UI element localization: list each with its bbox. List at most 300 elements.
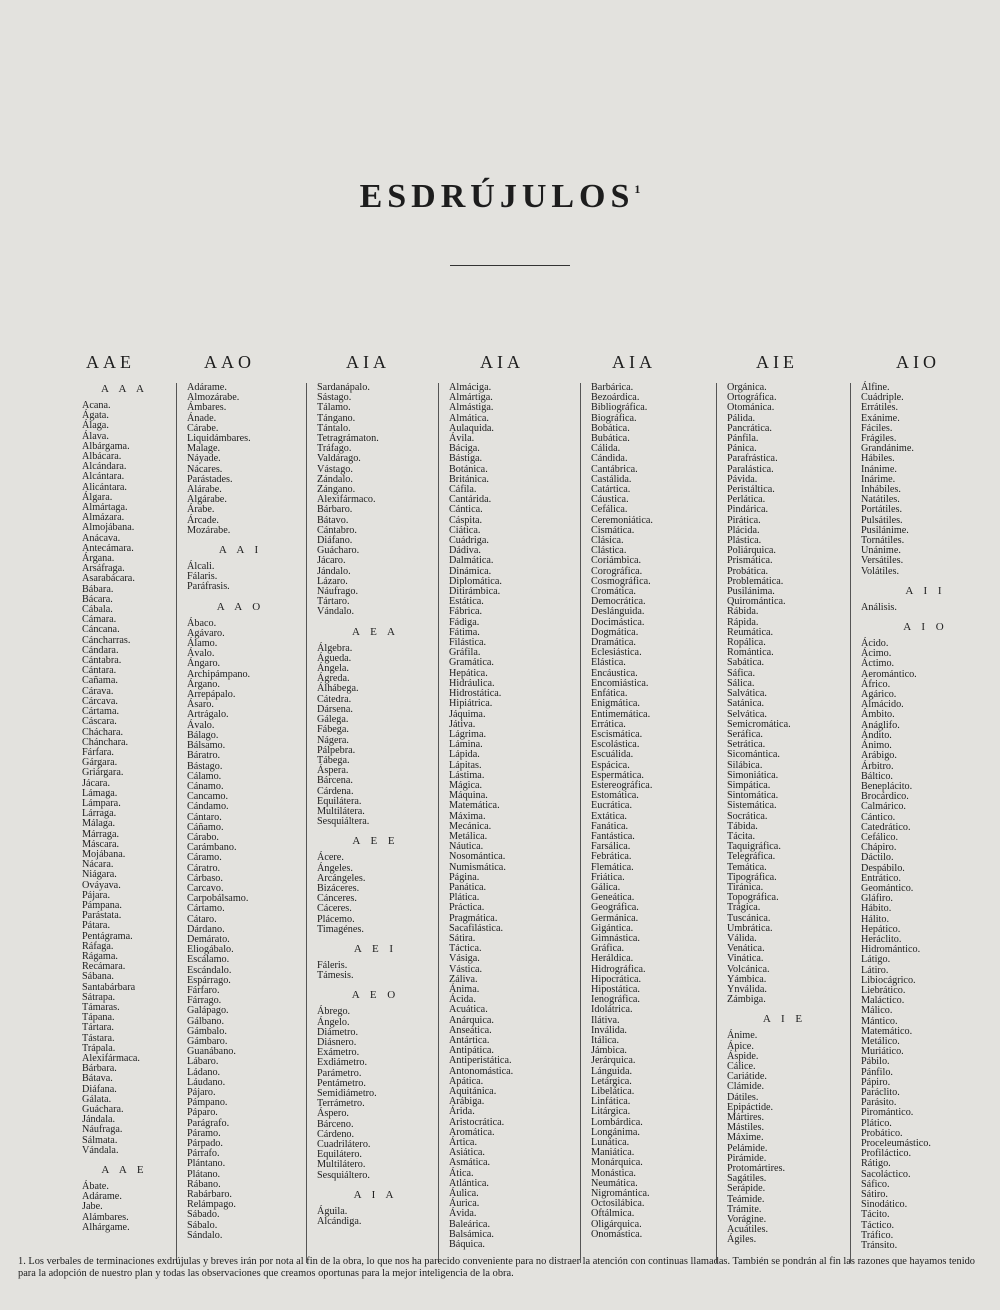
word-entry: Pulsátiles. [861, 514, 903, 526]
word-entry: Lágrima. [449, 728, 487, 740]
word-entry: Márraga. [82, 828, 120, 840]
word-entry: Diáfano. [317, 535, 353, 547]
word-entry: Timagénes. [317, 923, 364, 935]
word-entry: Asmática. [449, 1157, 491, 1169]
word-entry: Plácemo. [317, 913, 355, 925]
word-entry: Cismática. [591, 524, 635, 536]
word-entry: Letárgica. [591, 1075, 632, 1087]
word-entry: Cáramo. [187, 852, 222, 864]
word-entry: Topográfica. [727, 892, 779, 904]
word-entry: Jándalo. [317, 565, 351, 577]
word-entry: Pentámetro. [317, 1077, 366, 1089]
word-entry: Vástica. [449, 963, 483, 975]
word-entry: Ováyava. [82, 879, 121, 891]
word-entry: Fárfaro. [187, 984, 220, 996]
word-entry: Áspero. [317, 1108, 349, 1120]
word-entry: Záliva. [449, 973, 478, 985]
word-entry: Ávalo. [187, 648, 215, 660]
word-entry: Yámbica. [727, 973, 767, 985]
word-entry: Diplomática. [449, 575, 502, 587]
word-entry: Brocárdico. [861, 791, 909, 803]
word-entry: Geográfica. [591, 902, 639, 914]
word-entry: Parástata. [82, 910, 122, 922]
word-entry: Cefálico. [861, 831, 899, 843]
word-entry: Parásito. [861, 1097, 897, 1109]
word-entry: Grandánime. [861, 443, 914, 455]
word-entry: Tártara. [82, 1022, 114, 1034]
word-entry: Cátaro. [187, 913, 217, 925]
word-entry: Hálito. [861, 913, 890, 925]
word-entry: Poliárquica. [727, 545, 776, 557]
word-entry: Sintomática. [727, 790, 779, 802]
column-2 [176, 352, 294, 1263]
word-entry: Lázaro. [317, 575, 348, 587]
column-1 [72, 352, 167, 1263]
word-entry: Álcali. [187, 561, 215, 573]
word-entry: Fantástica. [591, 830, 635, 842]
word-entry: Aeromántico. [861, 668, 917, 680]
word-entry: Báquica. [449, 1239, 485, 1251]
word-entry: Cántica. [449, 504, 483, 516]
word-entry: Portátiles. [861, 504, 903, 516]
word-entry: Tábida. [727, 820, 758, 832]
word-entry: Tráfico. [861, 1229, 894, 1241]
word-entry: Clámide. [727, 1081, 765, 1093]
word-entry: Arrepápalo. [187, 689, 236, 701]
word-entry: Agávaro. [187, 627, 225, 639]
word-entry: Sándalo. [187, 1229, 223, 1241]
word-entry: Multilátero. [317, 1159, 366, 1171]
word-entry: Cantárida. [449, 494, 492, 506]
word-entry: Pentágrama. [82, 930, 133, 942]
word-entry: Venática. [727, 943, 765, 955]
word-entry: Pirática. [727, 514, 761, 526]
word-entry: Lánguida. [591, 1065, 633, 1077]
word-entry: Pánfila. [727, 433, 759, 445]
word-entry: Águeda. [317, 652, 352, 664]
word-entry: Bezoárdica. [591, 392, 640, 404]
word-entry: Rábano. [187, 1178, 221, 1190]
word-entry: Temática. [727, 861, 767, 873]
section-subheading: A E O [351, 989, 400, 1002]
section-subheading: A A O [216, 600, 265, 613]
word-entry: Hipiátrica. [449, 698, 493, 710]
word-entry: Pámpana. [82, 899, 122, 911]
word-entry: Matemática. [449, 800, 500, 812]
word-entry: Cáustica. [591, 494, 629, 506]
word-entry: Bátava. [82, 1073, 113, 1085]
word-entry: Álgebra. [317, 642, 353, 654]
word-entry: Trápala. [82, 1042, 116, 1054]
word-entry: Lámaga. [82, 787, 118, 799]
word-entry: Dinámica. [449, 565, 492, 577]
word-entry: Jerárquica. [591, 1055, 636, 1067]
word-entry: Játiva. [449, 718, 476, 730]
section-subheading: A E E [352, 835, 399, 848]
word-entry: Litárgica. [591, 1106, 631, 1118]
word-entry: Cosmográfica. [591, 575, 651, 587]
word-entry: Itálica. [591, 1035, 619, 1046]
word-entry: Relámpago. [187, 1199, 236, 1211]
word-entry: Rágama. [82, 950, 118, 962]
word-entry: Monárquica. [591, 1157, 643, 1169]
word-entry: Despábilo. [861, 862, 905, 874]
word-entry: Ática. [449, 1167, 474, 1179]
word-entry: Ábaco. [187, 617, 217, 629]
word-entry: Panática. [449, 881, 487, 893]
word-entry: Arcángeles. [317, 872, 366, 884]
word-entry: Matemático. [861, 1025, 913, 1037]
word-entry: Málaga. [82, 818, 116, 830]
word-entry: Alexifármaca. [82, 1053, 140, 1064]
word-entry: Coriámbica. [591, 555, 642, 567]
word-entry: Errática. [591, 718, 626, 730]
word-entry: Albácara. [82, 451, 122, 463]
word-entry: Mártires. [727, 1112, 765, 1124]
word-entry: Almástiga. [449, 402, 494, 414]
word-entry: Paralástica. [727, 463, 774, 475]
word-entry: Pájaro. [187, 1087, 216, 1098]
word-entry: Báciga. [449, 443, 480, 455]
word-entry: Jácara. [82, 777, 110, 789]
word-entry: Cánamo. [187, 780, 224, 792]
word-entry: Páparo. [187, 1107, 218, 1119]
word-entry: Calmárico. [861, 801, 906, 813]
word-entry: Áspide. [727, 1050, 759, 1062]
word-entry: Pusilánime. [861, 524, 909, 536]
word-entry: Árabe. [187, 504, 215, 516]
word-entry: Tráfago. [317, 443, 352, 455]
word-entry: Plático. [861, 1117, 892, 1129]
word-entry: Atlántica. [449, 1177, 489, 1189]
word-entry: Almázara. [82, 512, 125, 524]
word-entry: Mágica. [449, 779, 483, 791]
word-entry: Longánima. [591, 1126, 640, 1138]
word-entry: Tipográfica. [727, 871, 777, 883]
word-entry: Sátira. [449, 932, 476, 944]
word-entry: Entimemática. [591, 708, 651, 720]
word-entry: Cálamo. [187, 770, 222, 782]
word-entry: Libelática. [591, 1086, 635, 1098]
word-entry: Simoniática. [727, 769, 779, 781]
word-entry: Cántaro. [187, 811, 222, 823]
word-entry: Tácito. [861, 1209, 890, 1221]
word-entry: Protomártires. [727, 1163, 786, 1175]
word-entry: Corográfica. [591, 565, 643, 577]
word-entry: Bálsamo. [187, 740, 226, 752]
word-entry: Probática. [727, 565, 769, 577]
word-entry: Plática. [449, 892, 480, 904]
word-entry: Escuálida. [591, 749, 634, 761]
word-entry: Escolástica. [591, 739, 640, 751]
word-entry: Ártica. [449, 1137, 478, 1149]
word-entry: Hidrográfica. [591, 963, 646, 975]
column-heading: AAO [204, 352, 255, 372]
word-entry: Dáctilo. [861, 852, 894, 864]
word-entry: Oftálmica. [591, 1208, 635, 1220]
word-entry: Germánica. [591, 912, 639, 924]
word-entry: Sáfica. [727, 667, 756, 679]
word-entry: Socrática. [727, 810, 768, 822]
word-entry: Jándala. [82, 1114, 116, 1126]
word-entry: Catedrático. [861, 821, 911, 833]
word-entry: Cántabro. [317, 524, 357, 536]
word-entry: Lombárdica. [591, 1116, 643, 1128]
word-entry: Lámpara. [82, 797, 121, 809]
column-body [438, 383, 570, 1263]
column-body [306, 383, 434, 1263]
word-entry: Válida. [727, 932, 757, 944]
word-entry: Arábigo. [861, 750, 897, 762]
word-entry: Cábala. [82, 604, 113, 616]
word-entry: Ilátiva. [591, 1014, 620, 1026]
word-entry: Nácara. [82, 859, 114, 871]
word-entry: Neumática. [591, 1177, 638, 1189]
word-entry: Jácaro. [317, 555, 346, 567]
word-entry: Pámpano. [187, 1097, 228, 1109]
word-entry: Ráfaga. [82, 940, 114, 952]
word-entry: Linfática. [591, 1096, 631, 1108]
word-entry: Cantábrica. [591, 463, 638, 475]
word-entry: Maláctico. [861, 995, 905, 1007]
word-entry: Fádiga. [449, 616, 480, 628]
word-entry: Plácida. [727, 524, 760, 536]
word-entry: Tástara. [82, 1032, 115, 1044]
word-entry: Aulaquida. [449, 422, 494, 434]
word-entry: Cáncana. [82, 624, 120, 636]
word-entry: Tuscánica. [727, 912, 771, 924]
word-entry: Orgánica. [727, 382, 767, 393]
word-entry: Semidiámetro. [317, 1087, 377, 1099]
word-entry: Almáciga. [449, 382, 492, 393]
word-entry: Antiperistática. [449, 1055, 512, 1067]
footnote: 1. Los verbales de terminaciones exdrújulas y breves irán por nota al fin de la obra, lo que nos ha parecido conveniente para no distraer la atención con continuas llamadas. También se pondrán al fin las razones que hayamos tenido para la adopción de nuestro plan y todas las observaciones que creamos oportunas para la mejor inteligencia de la obra. [18, 1256, 975, 1279]
word-entry: Baleárica. [449, 1218, 491, 1230]
word-entry: Pragmática. [449, 912, 498, 924]
word-entry: Vástago. [317, 463, 353, 475]
word-entry: Equilátera. [317, 795, 362, 807]
word-entry: Dádiva. [449, 545, 481, 557]
word-entry: Geomántico. [861, 882, 914, 894]
word-entry: Árgano. [187, 678, 220, 690]
word-entry: Fárrago. [187, 995, 222, 1007]
word-entry: Sesquiáltero. [317, 1169, 370, 1181]
word-entry: Mántico. [861, 1015, 898, 1027]
word-entry: Sálmata. [82, 1134, 118, 1146]
word-entry: Fálaris. [187, 571, 218, 583]
word-entry: Estática. [449, 596, 484, 608]
word-entry: Dátiles. [727, 1091, 759, 1103]
word-entry: Mojábana. [82, 848, 126, 860]
word-entry: Mecánica. [449, 820, 492, 832]
word-entry: Exánime. [861, 412, 900, 424]
word-entry: Antecámara. [82, 542, 134, 554]
word-entry: Diáfana. [82, 1083, 117, 1095]
word-entry: Cánceres. [317, 893, 357, 905]
word-entry: Ánime. [727, 1030, 758, 1042]
word-entry: Peristáltica. [727, 484, 775, 496]
word-entry: Albárgama. [82, 440, 130, 452]
word-entry: Lápida. [449, 749, 480, 761]
title-footnote-marker: 1 [634, 182, 641, 196]
word-entry: Febrática. [591, 851, 632, 863]
word-entry: Paráfrasis. [187, 581, 230, 593]
word-entry: Filástica. [449, 637, 487, 649]
word-entry: Enfática. [591, 688, 628, 700]
word-entry: Gráfica. [591, 943, 625, 955]
word-entry: Escismática. [591, 728, 643, 740]
word-entry: Nácares. [187, 463, 223, 475]
word-entry: Artrágalo. [187, 709, 229, 721]
word-entry: Pánica. [727, 443, 757, 455]
word-entry: Sábalo. [187, 1219, 218, 1231]
word-entry: Fáleris. [317, 959, 348, 971]
word-entry: Málico. [861, 1005, 893, 1017]
word-entry: Terrámetro. [317, 1098, 365, 1110]
word-entry: Malage. [187, 443, 221, 455]
column-heading: AIA [480, 352, 524, 372]
word-entry: Tábega. [317, 754, 350, 766]
word-entry: Jáquima. [449, 708, 486, 720]
word-entry: Guáchara. [82, 1104, 124, 1116]
word-entry: Exámetro. [317, 1047, 360, 1059]
word-entry: Ábate. [82, 1181, 109, 1193]
word-entry: Barbárica. [591, 382, 634, 393]
word-entry: Ágata. [82, 410, 109, 422]
word-entry: Anácava. [82, 532, 121, 544]
word-entry: Bárceno. [317, 1118, 354, 1130]
word-entry: Sábana. [82, 971, 114, 983]
word-entry: Chánchara. [82, 736, 129, 748]
word-entry: Ácida. [449, 994, 476, 1006]
word-entry: Trámite. [727, 1203, 762, 1215]
word-entry: Cárcava. [82, 695, 118, 707]
word-entry: Agárico. [861, 689, 897, 701]
word-entry: Ámbares. [187, 402, 227, 414]
word-entry: Hipostática. [591, 983, 640, 995]
word-entry: Tálamo. [317, 402, 351, 414]
word-entry: Cefálica. [591, 504, 628, 516]
word-entry: Umbrática. [727, 922, 773, 934]
word-entry: Hepático. [861, 923, 901, 935]
word-entry: Docimástica. [591, 616, 645, 628]
section-subheading: A I I [905, 584, 946, 597]
word-entry: Párrafo. [187, 1148, 220, 1160]
word-entry: Jabe. [82, 1201, 103, 1213]
word-entry: Ágreda. [317, 673, 350, 685]
word-entry: Álfine. [861, 382, 890, 393]
word-entry: Ynválida. [727, 983, 767, 995]
word-entry: Tántalo. [317, 422, 351, 434]
title-text: ESDRÚJULOS [359, 178, 635, 215]
word-entry: Ácido. [861, 638, 889, 650]
word-entry: Bálago. [187, 729, 219, 741]
word-entry: Cárdeno. [317, 1128, 355, 1140]
word-entry: Cántico. [861, 811, 896, 823]
word-entry: Telegráfica. [727, 851, 776, 863]
word-entry: Anseática. [449, 1024, 492, 1036]
word-entry: Cámara. [82, 614, 117, 626]
word-entry: Algárabe. [187, 494, 227, 506]
column-6 [716, 352, 842, 1263]
word-entry: Gimnástica. [591, 932, 640, 944]
word-entry: Chápiro. [861, 842, 897, 854]
word-entry: Ánimo. [861, 740, 892, 752]
word-entry: Elástica. [591, 657, 626, 669]
word-entry: Selvática. [727, 708, 767, 720]
word-entry: Gláfiro. [861, 893, 893, 905]
word-entry: Ávida. [449, 1208, 477, 1220]
word-entry: Cárbaso. [187, 872, 223, 884]
word-entry: Pápiro. [861, 1076, 891, 1088]
word-entry: Taquigráfica. [727, 841, 781, 853]
word-entry: Tránsito. [861, 1240, 898, 1252]
column-heading: AIA [612, 352, 656, 372]
word-entry: Nágera. [317, 734, 349, 746]
word-entry: Probático. [861, 1127, 903, 1139]
word-entry: Práctica. [449, 902, 485, 914]
word-entry: Sabática. [727, 657, 765, 669]
word-entry: Rabárbaro. [187, 1189, 232, 1201]
word-entry: Álgara. [82, 491, 113, 503]
word-entry: Unánime. [861, 545, 901, 557]
word-entry: Ávila. [449, 433, 475, 445]
word-entry: Geneática. [591, 892, 635, 904]
word-entry: Áspera. [317, 765, 349, 777]
word-entry: Encomiástica. [591, 677, 649, 689]
word-entry: Quiromántica. [727, 596, 786, 608]
word-entry: Rápida. [727, 616, 759, 628]
word-entry: Seráfica. [727, 728, 763, 740]
word-entry: Galápago. [187, 1005, 229, 1017]
word-entry: Almártiga. [449, 392, 493, 404]
word-entry: Paráclito. [861, 1087, 900, 1098]
word-entry: Cártamo. [187, 903, 225, 915]
word-entry: Lámina. [449, 739, 483, 751]
word-entry: Onomástica. [591, 1228, 643, 1240]
word-entry: Alexifármaco. [317, 494, 376, 506]
word-entry: Gámbalo. [187, 1025, 227, 1037]
word-entry: Hábiles. [861, 453, 895, 465]
word-entry: Cáceres. [317, 903, 352, 915]
word-entry: Ciática. [449, 524, 481, 536]
word-entry: Guácharo. [317, 545, 360, 557]
word-entry: Clásica. [591, 535, 624, 547]
word-entry: Alhárgame. [82, 1221, 130, 1233]
word-entry: Árbitro. [861, 760, 894, 772]
word-entry: Hipocrática. [591, 973, 642, 985]
word-entry: Ditirámbica. [449, 586, 501, 598]
word-entry: Cándara. [82, 644, 119, 656]
word-entry: Nosomántica. [449, 851, 506, 863]
word-entry: Lárraga. [82, 808, 117, 820]
word-entry: Náufrago. [317, 586, 359, 598]
word-entry: Báltico. [861, 770, 893, 782]
word-entry: Semicromática. [727, 718, 791, 730]
word-entry: Táctico. [861, 1219, 895, 1231]
word-entry: Ángaro. [187, 658, 221, 670]
word-entry: Ácere. [317, 852, 344, 864]
column-body [716, 383, 842, 1263]
word-entry: Vorágine. [727, 1214, 767, 1226]
word-entry: Cárabo. [187, 831, 219, 843]
word-entry: Dramática. [591, 637, 636, 649]
word-entry: Cáncharras. [82, 634, 131, 646]
word-entry: Pelámide. [727, 1142, 768, 1154]
word-entry: Setrática. [727, 739, 766, 751]
word-entry: Fáciles. [861, 422, 893, 434]
word-entry: Bástiga. [449, 453, 483, 465]
